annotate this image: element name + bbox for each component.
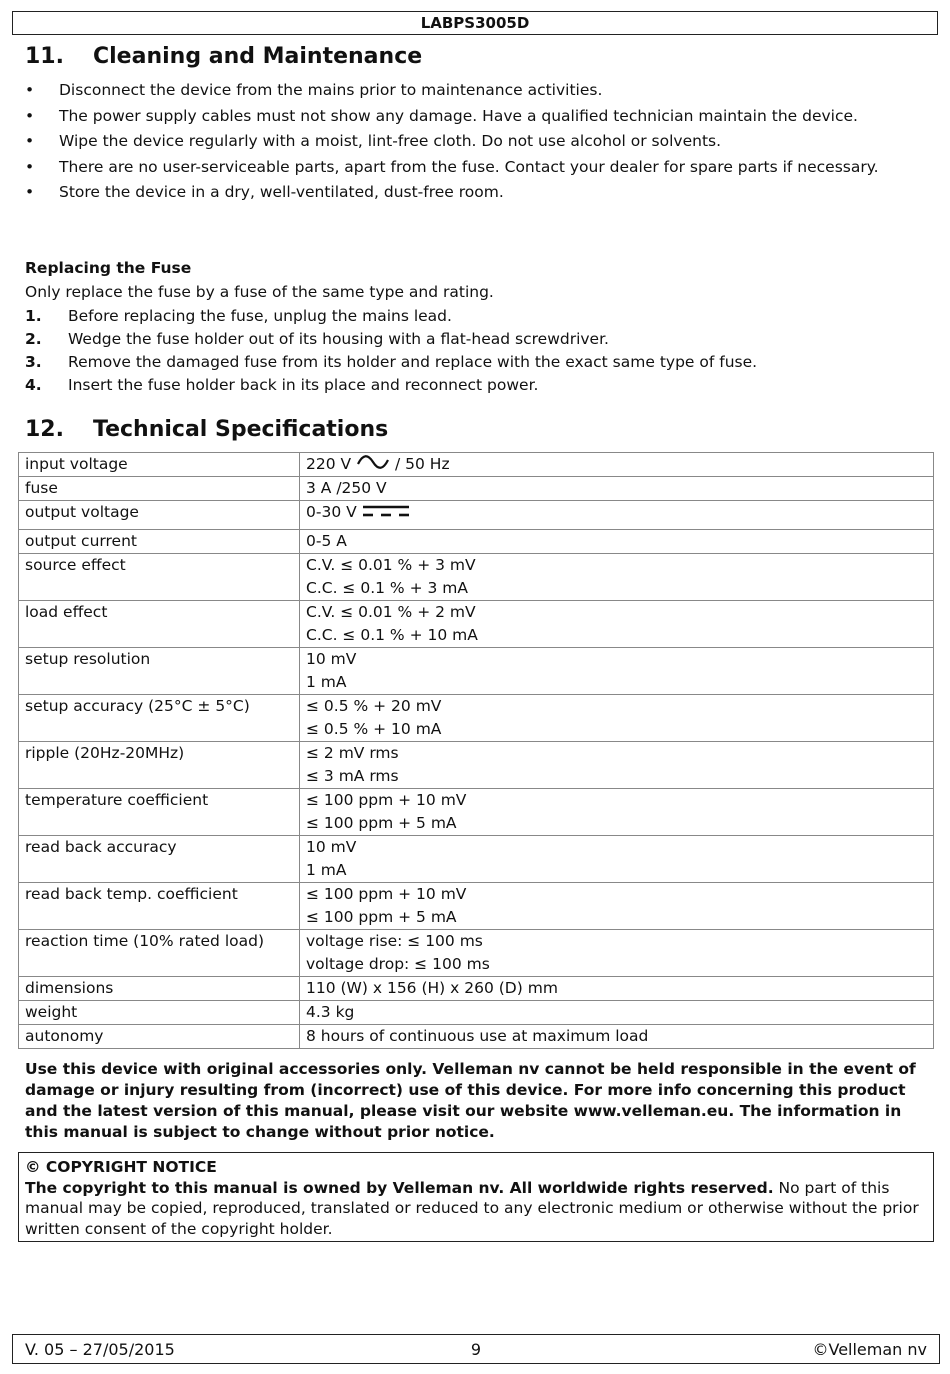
disclaimer: Use this device with original accessories only. Velleman nv cannot be held responsible in the event of damage or injury resulting from (incorrect) use of this device. For more info concerning this product and the latest version of this manual, please visit our website www.velleman.eu. The information in this manual is subject to change without prior notice. bbox=[25, 1060, 916, 1141]
fuse-intro: Only replace the fuse by a fuse of the same type and rating. bbox=[25, 283, 494, 301]
fuse-steps bbox=[25, 305, 757, 397]
list-item: • The power supply cables must not show any damage. Have a qualified technician maintain the device. bbox=[25, 106, 858, 125]
section-number: 12. bbox=[25, 417, 64, 442]
table-row: output current 0-5 A bbox=[19, 530, 934, 554]
fuse-heading: Replacing the Fuse bbox=[25, 259, 192, 277]
copyright-text: No part of this manual may be copied, reproduced, translated or reduced to any electronic medium or otherwise without the prior written consent of the copyright holder. bbox=[25, 1178, 919, 1238]
table-row: read back accuracy 10 mV 1 mA bbox=[19, 836, 934, 883]
table-row: output voltage 0-30 V bbox=[19, 501, 934, 530]
list-item: • Wipe the device regularly with a moist, lint-free cloth. Do not use alcohol or solvents. bbox=[25, 132, 722, 150]
table-row: reaction time (10% rated load) voltage rise: ≤ 100 ms voltage drop: ≤ 100 ms bbox=[19, 930, 934, 977]
footer-owner: ©Velleman nv bbox=[812, 1340, 927, 1359]
copyright-notice bbox=[18, 1152, 934, 1242]
table-row: setup accuracy (25°C ± 5°C) ≤ 0.5 % + 20 mV ≤ 0.5 % + 10 mA bbox=[19, 695, 934, 742]
maintenance-list bbox=[25, 80, 905, 208]
copyright-bold: The copyright to this manual is owned by Velleman nv. All worldwide rights reserved. bbox=[25, 1178, 774, 1197]
section-heading: Technical Specifications bbox=[93, 417, 389, 442]
table-row: source effect C.V. ≤ 0.01 % + 3 mV C.C. ≤ 0.1 % + 3 mA bbox=[19, 554, 934, 601]
section-12-title bbox=[25, 417, 388, 442]
ac-wave-icon bbox=[356, 454, 390, 470]
table-row: temperature coefficient ≤ 100 ppm + 10 mV ≤ 100 ppm + 5 mA bbox=[19, 789, 934, 836]
table-row: fuse 3 A /250 V bbox=[19, 477, 934, 501]
list-item: • There are no user-serviceable parts, apart from the fuse. Contact your dealer for spare parts if necessary. bbox=[25, 157, 879, 176]
section-number: 11. bbox=[25, 44, 64, 69]
model-name: LABPS3005D bbox=[420, 14, 530, 32]
table-row: weight 4.3 kg bbox=[19, 1001, 934, 1025]
table-row: setup resolution 10 mV 1 mA bbox=[19, 648, 934, 695]
page-footer bbox=[12, 1334, 940, 1364]
table-row: dimensions 110 (W) x 156 (H) x 260 (D) mm bbox=[19, 977, 934, 1001]
copyright-heading: © COPYRIGHT NOTICE bbox=[25, 1158, 217, 1176]
section-heading: Cleaning and Maintenance bbox=[93, 44, 423, 69]
table-row: ripple (20Hz-20MHz) ≤ 2 mV rms ≤ 3 mA rms bbox=[19, 742, 934, 789]
table-row: read back temp. coefficient ≤ 100 ppm + 10 mV ≤ 100 ppm + 5 mA bbox=[19, 883, 934, 930]
dc-symbol-icon bbox=[362, 504, 410, 518]
table-row: load effect C.V. ≤ 0.01 % + 2 mV C.C. ≤ 0.1 % + 10 mA bbox=[19, 601, 934, 648]
document-header bbox=[12, 11, 938, 35]
step-item: 1. Before replacing the fuse, unplug the mains lead. bbox=[25, 307, 452, 325]
table-row: autonomy 8 hours of continuous use at maximum load bbox=[19, 1025, 934, 1049]
step-item: 3. Remove the damaged fuse from its holder and replace with the exact same type of fuse. bbox=[25, 353, 758, 371]
step-item: 4. Insert the fuse holder back in its place and reconnect power. bbox=[25, 376, 539, 394]
list-item: • Store the device in a dry, well-ventilated, dust-free room. bbox=[25, 183, 504, 201]
step-item: 2. Wedge the fuse holder out of its housing with a flat-head screwdriver. bbox=[25, 330, 609, 348]
section-11-title bbox=[25, 44, 422, 69]
version-date: V. 05 – 27/05/2015 bbox=[25, 1340, 175, 1359]
page-number: 9 bbox=[470, 1340, 482, 1359]
spec-table bbox=[18, 452, 934, 1049]
table-row: input voltage 220 V / 50 Hz bbox=[19, 453, 934, 477]
list-item: • Disconnect the device from the mains prior to maintenance activities. bbox=[25, 81, 603, 99]
